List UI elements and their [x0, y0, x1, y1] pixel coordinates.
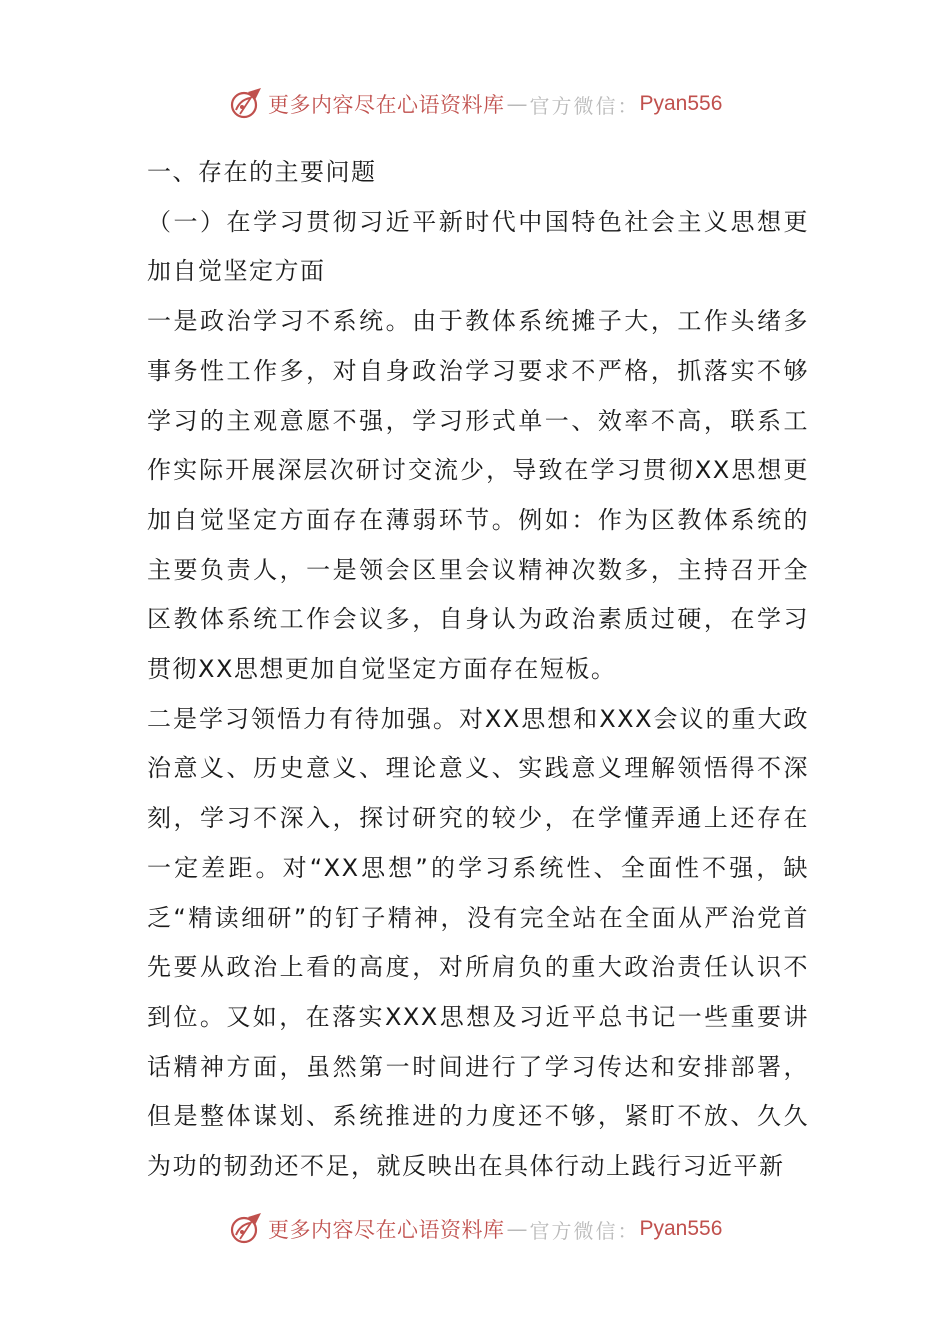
- footer-watermark: [228, 1209, 722, 1249]
- section-heading: 一、存在的主要问题: [147, 158, 377, 186]
- header-watermark: [228, 84, 722, 124]
- watermark-wechat-id: Pyan556: [639, 92, 723, 115]
- watermark-brand-text: 更多内容尽在心语资料库: [268, 1218, 505, 1242]
- watermark-separator: —: [506, 1217, 528, 1241]
- watermark-separator: —: [506, 92, 528, 116]
- body-paragraph-2: 二是学习领悟力有待加强。对XX思想和XXX会议的重大政治意义、历史意义、理论意义、实践意义理解领悟得不深刻，学习不深入，探讨研究的较少，在学懂弄通上还存在一定差距。对“XX思想”的学习系统性、全面性不强，缺乏“精读细研”的钉子精神，没有完全站在全面从严治党首先要从政治上看的高度，对所肩负的重大政治责任认识不到位。又如，在落实XXX思想及习近平总书记一些重要讲话精神方面，虽然第一时间进行了学习传达和安排部署，但是整体谋划、系统推进的力度还不够，紧盯不放、久久为功的韧劲还不足，就反映出在具体行动上践行习近平新: [147, 704, 809, 1181]
- watermark-wechat-id: Pyan556: [639, 1217, 723, 1240]
- quill-pen-logo-icon: [228, 1211, 264, 1247]
- section-subheading: （一）在学习贯彻习近平新时代中国特色社会主义思想更加自觉坚定方面: [147, 207, 809, 286]
- quill-pen-logo-icon: [228, 86, 264, 122]
- watermark-brand-text: 更多内容尽在心语资料库: [268, 93, 505, 117]
- watermark-official-label: 官方微信：: [529, 1218, 640, 1243]
- body-paragraph-1: 一是政治学习不系统。由于教体系统摊子大，工作头绪多事务性工作多，对自身政治学习要求不严格，抓落实不够学习的主观意愿不强，学习形式单一、效率不高，联系工作实际开展深层次研讨交流少，导致在学习贯彻XX思想更加自觉坚定方面存在薄弱环节。例如：作为区教体系统的主要负责人，一是领会区里会议精神次数多，主持召开全区教体系统工作会议多，自身认为政治素质过硬，在学习贯彻XX思想更加自觉坚定方面存在短板。: [147, 307, 809, 684]
- watermark-official-label: 官方微信：: [529, 93, 640, 118]
- document-body: [147, 148, 809, 1192]
